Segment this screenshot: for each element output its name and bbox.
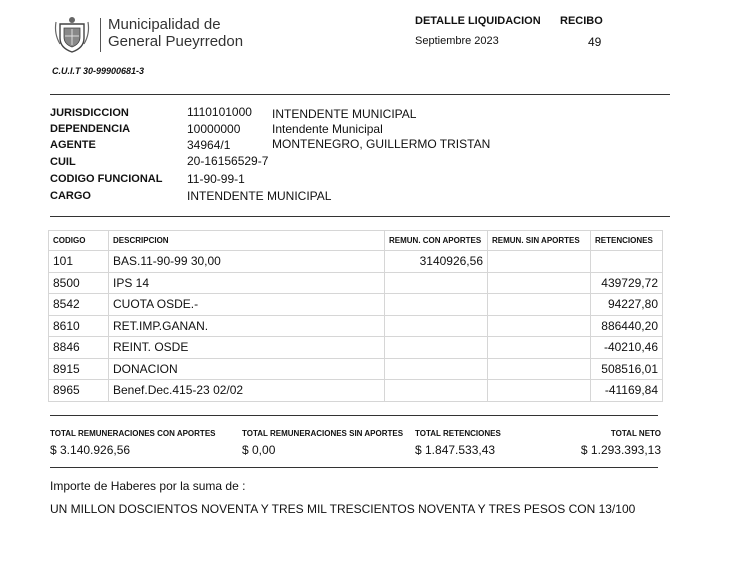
table-row: [49, 358, 663, 380]
cell-codigo: 8542: [49, 294, 109, 316]
total-con-aportes-value: $ 3.140.926,56: [50, 443, 131, 457]
table-header-row: [49, 231, 663, 251]
cell-codigo: 8965: [49, 380, 109, 402]
cell-remun-sin: [488, 337, 591, 359]
dependencia-desc: Intendente Municipal: [272, 122, 383, 136]
divider: [50, 94, 670, 95]
cell-remun-con: [385, 315, 488, 337]
cell-remun-con: [385, 294, 488, 316]
cell-descripcion: BAS.11-90-99 30,00: [109, 251, 385, 273]
jurisdiccion-code: 1110101000: [187, 105, 252, 119]
cell-retenciones: 508516,01: [591, 358, 663, 380]
cell-codigo: 101: [49, 251, 109, 273]
jurisdiccion-label: JURISDICCION: [50, 107, 129, 119]
divider: [50, 467, 658, 468]
codigo-funcional-value: 11-90-99-1: [187, 172, 245, 186]
divider: [50, 415, 658, 416]
logo-divider: [100, 18, 101, 52]
importe-label: Importe de Haberes por la suma de :: [50, 479, 246, 493]
cell-remun-con: 3140926,56: [385, 251, 488, 273]
document-title: DETALLE LIQUIDACION: [415, 15, 541, 27]
table-row: [49, 380, 663, 402]
table-row: [49, 272, 663, 294]
codigo-funcional-label: CODIGO FUNCIONAL: [50, 173, 163, 185]
agente-name: MONTENEGRO, GUILLERMO TRISTAN: [272, 137, 491, 151]
dependencia-code: 10000000: [187, 122, 241, 136]
header-remun-con-aportes: REMUN. CON APORTES: [385, 231, 488, 251]
cuil-label: CUIL: [50, 156, 76, 168]
cell-remun-con: [385, 337, 488, 359]
cell-remun-sin: [488, 251, 591, 273]
total-retenciones-value: $ 1.847.533,43: [415, 443, 496, 457]
cell-retenciones: [591, 251, 663, 273]
cell-remun-sin: [488, 358, 591, 380]
cell-codigo: 8846: [49, 337, 109, 359]
amount-in-words: UN MILLON DOSCIENTOS NOVENTA Y TRES MIL TRESCIENTOS NOVENTA Y TRES PESOS CON 13/100: [50, 502, 636, 516]
header-retenciones: RETENCIONES: [591, 231, 663, 251]
logo-text-line1: Municipalidad de: [108, 16, 221, 33]
cell-descripcion: RET.IMP.GANAN.: [109, 315, 385, 337]
header-remun-sin-aportes: REMUN. SIN APORTES: [488, 231, 591, 251]
logo-text-line2: General Pueyrredon: [108, 33, 244, 50]
agente-code: 34964/1: [187, 138, 231, 152]
cell-remun-sin: [488, 272, 591, 294]
cell-retenciones: 94227,80: [591, 294, 663, 316]
total-neto-value: $ 1.293.393,13: [580, 443, 661, 457]
cell-descripcion: REINT. OSDE: [109, 337, 385, 359]
cell-retenciones: 439729,72: [591, 272, 663, 294]
dependencia-label: DEPENDENCIA: [50, 123, 131, 135]
table-row: [49, 315, 663, 337]
cell-remun-con: [385, 272, 488, 294]
receipt-number: 49: [588, 35, 602, 49]
cell-remun-con: [385, 380, 488, 402]
total-sin-aportes-label: TOTAL REMUNERACIONES SIN APORTES: [242, 429, 404, 438]
cell-descripcion: CUOTA OSDE.-: [109, 294, 385, 316]
cell-remun-sin: [488, 380, 591, 402]
total-sin-aportes-value: $ 0,00: [242, 443, 276, 457]
jurisdiccion-desc: INTENDENTE MUNICIPAL: [272, 107, 417, 121]
cell-remun-sin: [488, 315, 591, 337]
cell-codigo: 8500: [49, 272, 109, 294]
coat-of-arms-icon: [52, 14, 92, 54]
total-retenciones-label: TOTAL RETENCIONES: [415, 429, 501, 438]
cell-codigo: 8915: [49, 358, 109, 380]
table-row: [49, 337, 663, 359]
period: Septiembre 2023: [415, 35, 499, 47]
agente-label: AGENTE: [50, 139, 96, 151]
cell-descripcion: DONACION: [109, 358, 385, 380]
total-con-aportes-label: TOTAL REMUNERACIONES CON APORTES: [50, 429, 216, 438]
liquidation-table: [48, 230, 663, 402]
cuil-value: 20-16156529-7: [187, 154, 269, 168]
cell-codigo: 8610: [49, 315, 109, 337]
cell-retenciones: -40210,46: [591, 337, 663, 359]
cell-descripcion: Benef.Dec.415-23 02/02: [109, 380, 385, 402]
table-row: [49, 294, 663, 316]
total-neto-label: TOTAL NETO: [610, 429, 661, 438]
header-codigo: CODIGO: [49, 231, 109, 251]
cell-descripcion: IPS 14: [109, 272, 385, 294]
cell-retenciones: -41169,84: [591, 380, 663, 402]
receipt-label: RECIBO: [560, 15, 603, 27]
cargo-label: CARGO: [50, 190, 91, 202]
cell-retenciones: 886440,20: [591, 315, 663, 337]
cuit: C.U.I.T 30-99900681-3: [52, 66, 145, 76]
table-row: [49, 251, 663, 273]
municipality-logo: [52, 14, 252, 58]
header-descripcion: DESCRIPCION: [109, 231, 385, 251]
cargo-value: INTENDENTE MUNICIPAL: [187, 189, 332, 203]
cell-remun-sin: [488, 294, 591, 316]
cell-remun-con: [385, 358, 488, 380]
divider: [50, 216, 670, 217]
